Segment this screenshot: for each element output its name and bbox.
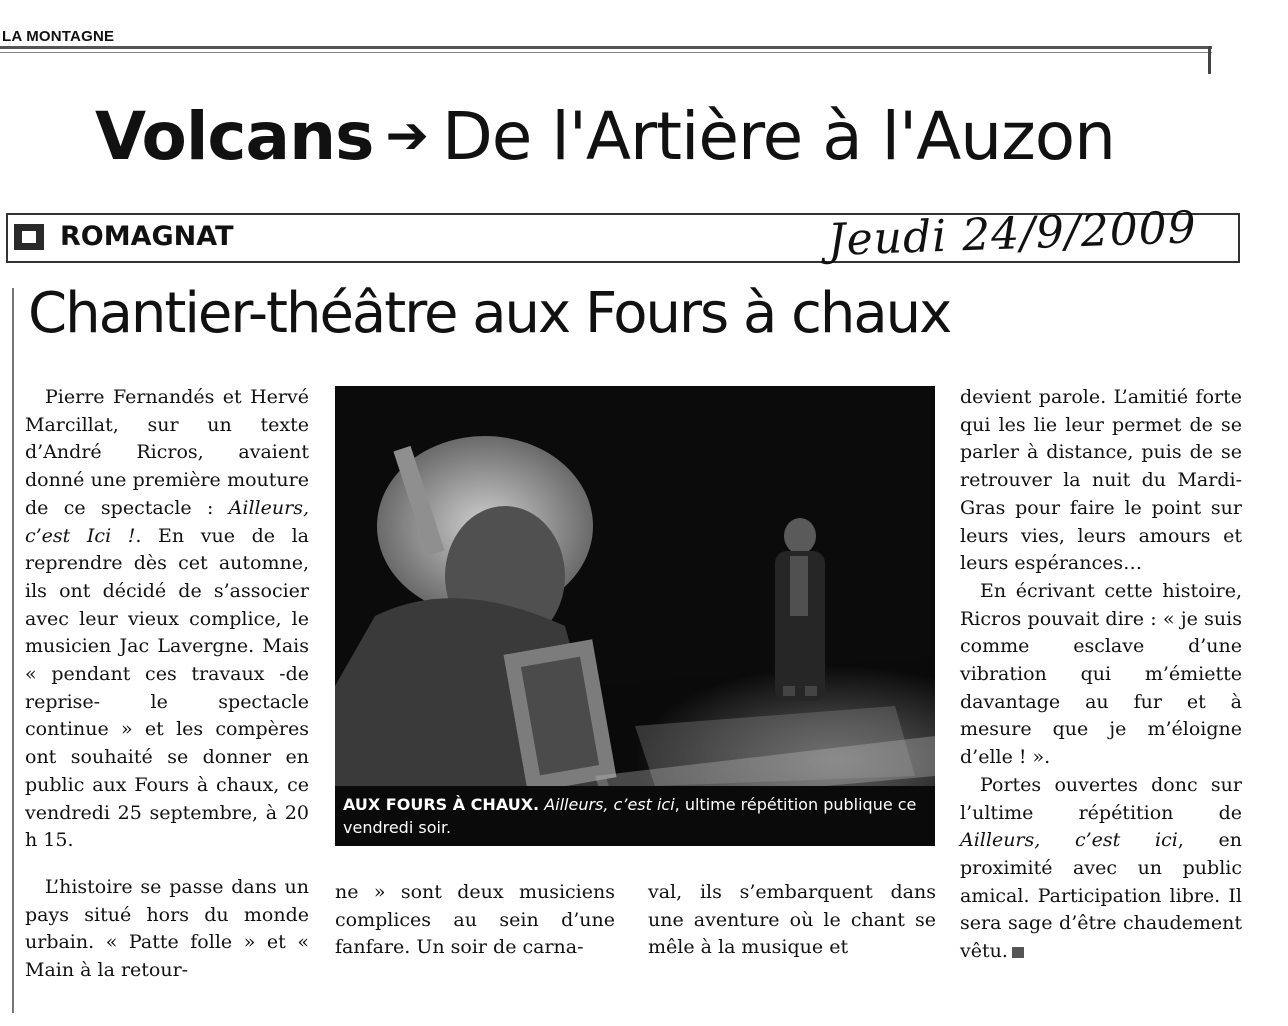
handwritten-date: Jeudi 24/9/2009 [827, 202, 1198, 266]
top-divider-thin [0, 52, 1212, 53]
article-column-1-lower [25, 874, 309, 985]
paragraph-1-text-b: . En vue de la reprendre dès cet automne, ils ont décidé de s’associer avec leur vieux complice, le musicien Jac Lavergne. Mais « pendant ces travaux -de reprise- le spectacle continue » et les compères ont souhaité se donner en public aux Fours à chaux, ce vendredi 25 septembre, à 20 h 15. [25, 524, 309, 852]
paragraph-4-3-text-a: Portes ouvertes donc sur l’ultime répétition de [960, 773, 1242, 824]
photo-illustration [335, 386, 935, 846]
article-column-3 [648, 879, 936, 962]
arrow-icon: ➔ [385, 106, 428, 166]
newspaper-name: LA MONTAGNE [2, 28, 115, 45]
top-divider [0, 46, 1212, 49]
show-title: Ailleurs, c’est Ici ! [25, 496, 309, 547]
section-banner [6, 202, 1240, 266]
photo-caption [343, 793, 931, 839]
article-column-4 [960, 384, 1242, 966]
left-margin-rule [12, 288, 14, 1013]
paragraph-4-1: devient parole. L’amitié forte qui les lie leur permet de se parler à distance, puis de se retrouver la nuit du Mardi-Gras pour faire le point sur leurs vies, leurs amours et leurs espérances… [960, 386, 1242, 575]
paragraph-2: L’histoire se passe dans un pays situé hors du monde urbain. « Patte folle » et « Main à la retour- [25, 876, 309, 982]
article-column-2 [335, 879, 615, 962]
paragraph-1-text-a: Pierre Fernandés et Hervé Marcillat, sur un texte d’André Ricros, avaient donné une première mouture de ce spectacle : [25, 386, 309, 519]
caption-text: , ultime répétition publique ce vendredi soir. [343, 795, 917, 837]
paragraph-1 [25, 384, 309, 855]
rubric-heading [95, 98, 1115, 175]
square-bullet-inner [22, 231, 36, 243]
paragraph-column-2: ne » sont deux musiciens complices au sein d’une fanfare. Un soir de carna- [335, 881, 615, 959]
rubric-main: Volcans [95, 98, 374, 175]
section-label: ROMAGNAT [60, 221, 234, 252]
paragraph-4-3-text-b: , en proximité avec un public amical. Participation libre. Il sera sage d’être chaudement vêtu. [960, 829, 1242, 963]
page-edge-rule [1208, 46, 1211, 74]
end-of-article-icon [1012, 947, 1024, 958]
paragraph-4-3 [960, 772, 1242, 966]
paragraph-4-2: En écrivant cette histoire, Ricros pouvait dire : « je suis comme esclave d’une vibration qui m’émiette davantage au fur et à mesure que je m’éloigne d’elle ! ». [960, 579, 1242, 769]
paragraph-column-3: val, ils s’embarquent dans une aventure où le chant se mêle à la musique et [648, 881, 936, 959]
article-column-1 [25, 384, 309, 855]
show-title-2: Ailleurs, c’est ici [960, 829, 1178, 852]
square-bullet-icon [14, 224, 44, 250]
article-photo [335, 386, 935, 846]
caption-lead: AUX FOURS À CHAUX. [343, 795, 540, 814]
article-headline: Chantier-théâtre aux Fours à chaux [28, 281, 951, 346]
caption-title: Ailleurs, c’est ici [544, 795, 675, 814]
rubric-sub: De l'Artière à l'Auzon [441, 98, 1115, 175]
